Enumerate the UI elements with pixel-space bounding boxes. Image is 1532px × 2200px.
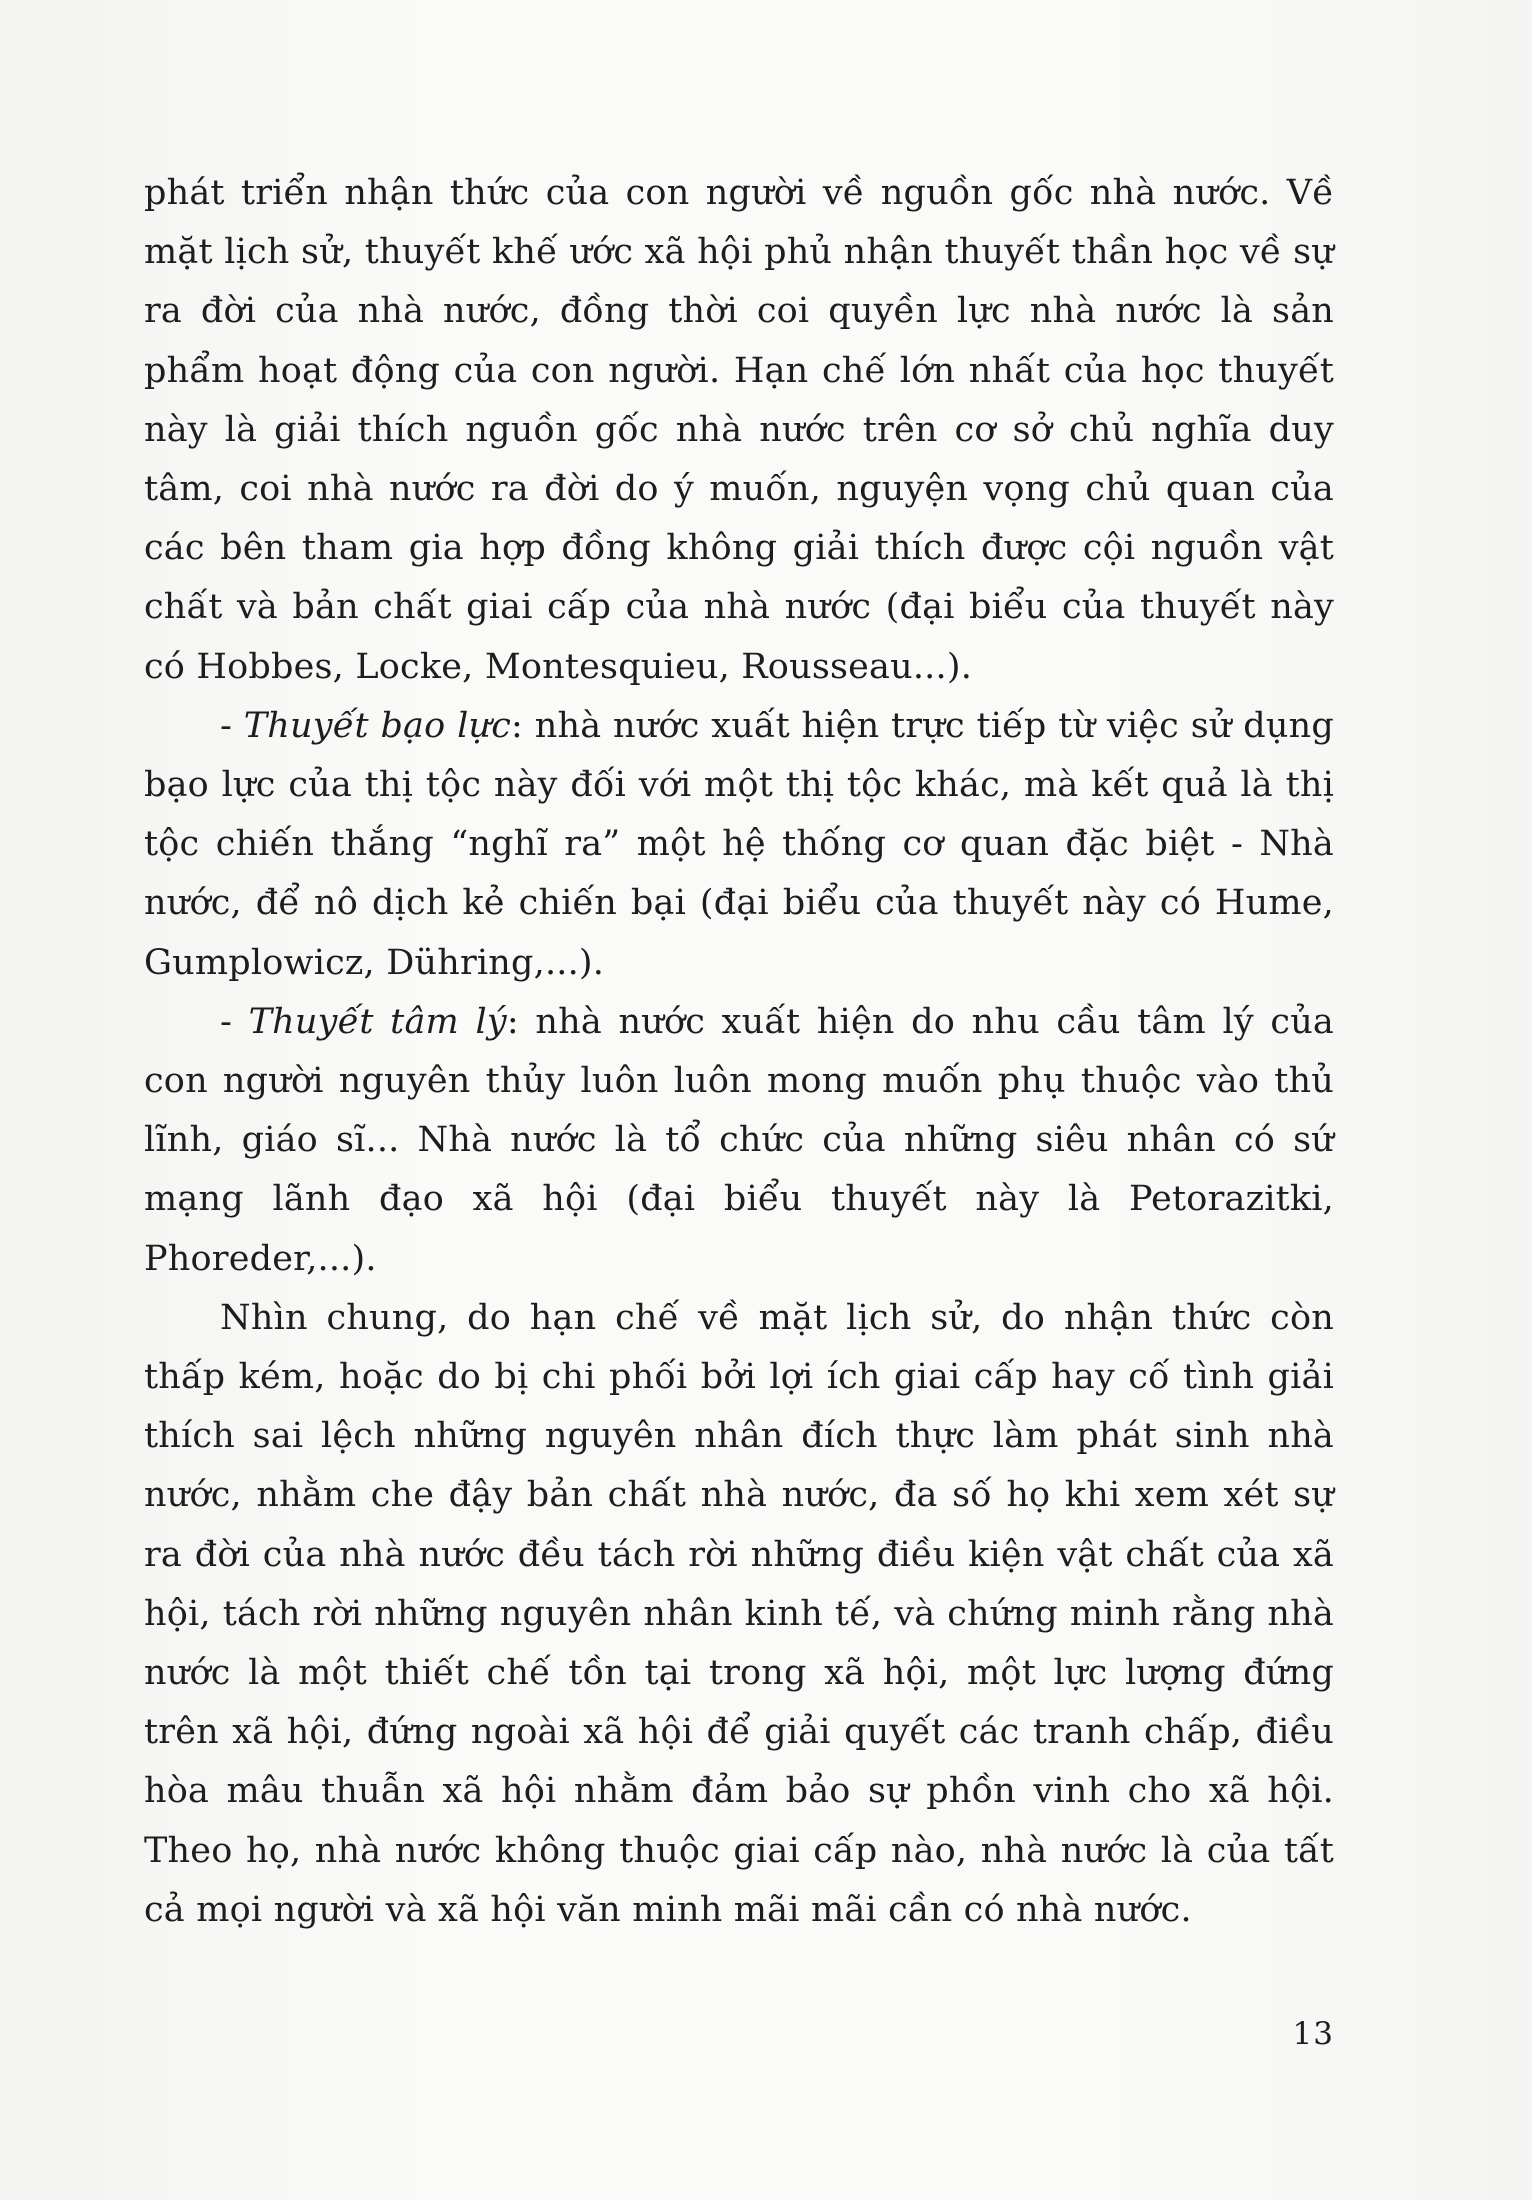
paragraph-prefix: - [220,1001,249,1042]
paragraph-body: Nhìn chung, do hạn chế về mặt lịch sử, do nhận thức còn thấp kém, hoặc do bị chi phối bởi lợi ích giai cấp hay cố tình giải thích sai lệch những nguyên nhân đích thực làm phát sinh nhà nước, nhằm che đậy bản chất nhà nước, đa số họ khi xem xét sự ra đời của nhà nước đều tách rời những điều kiện vật chất của xã hội, tách rời những nguyên nhân kinh tế, và chứng minh rằng nhà nước là một thiết chế tồn tại trong xã hội, một lực lượng đứng trên xã hội, đứng ngoài xã hội để giải quyết các tranh chấp, điều hòa mâu thuẫn xã hội nhằm đảm bảo sự phồn vinh cho xã hội. Theo họ, nhà nước không thuộc giai cấp nào, nhà nước là của tất cả mọi người và xã hội văn minh mãi mãi cần có nhà nước. [144,1297,1334,1930]
paragraph-lead-term: Thuyết bạo lực [243,705,512,746]
paragraph-body: : nhà nước xuất hiện trực tiếp từ việc sử dụng bạo lực của thị tộc này đối với một thị tộc khác, mà kết quả là thị tộc chiến thắng “nghĩ ra” một hệ thống cơ quan đặc biệt - Nhà nước, để nô dịch kẻ chiến bại (đại biểu của thuyết này có Hume, Gumplowicz, Dühring,...). [144,705,1334,983]
paragraph-prefix: - [220,705,244,746]
page-text [144,164,1334,1940]
paragraph-psychological-theory [144,993,1334,1289]
paragraph-violence-theory [144,697,1334,993]
paragraph-social-contract-conclusion [144,164,1334,697]
paragraph-body: phát triển nhận thức của con người về nguồn gốc nhà nước. Về mặt lịch sử, thuyết khế ước xã hội phủ nhận thuyết thần học về sự ra đời của nhà nước, đồng thời coi quyền lực nhà nước là sản phẩm hoạt động của con người. Hạn chế lớn nhất của học thuyết này là giải thích nguồn gốc nhà nước trên cơ sở chủ nghĩa duy tâm, coi nhà nước ra đời do ý muốn, nguyện vọng chủ quan của các bên tham gia hợp đồng không giải thích được cội nguồn vật chất và bản chất giai cấp của nhà nước (đại biểu của thuyết này có Hobbes, Locke, Montesquieu, Rousseau...). [144,173,1334,687]
paragraph-summary [144,1289,1334,1940]
paragraph-body: : nhà nước xuất hiện do nhu cầu tâm lý của con người nguyên thủy luôn luôn mong muốn phụ thuộc vào thủ lĩnh, giáo sĩ... Nhà nước là tổ chức của những siêu nhân có sứ mạng lãnh đạo xã hội (đại biểu thuyết này là Petorazitki, Phoreder,...). [144,1001,1334,1279]
paragraph-lead-term: Thuyết tâm lý [248,1001,507,1042]
page-number: 13 [1292,2016,1334,2052]
